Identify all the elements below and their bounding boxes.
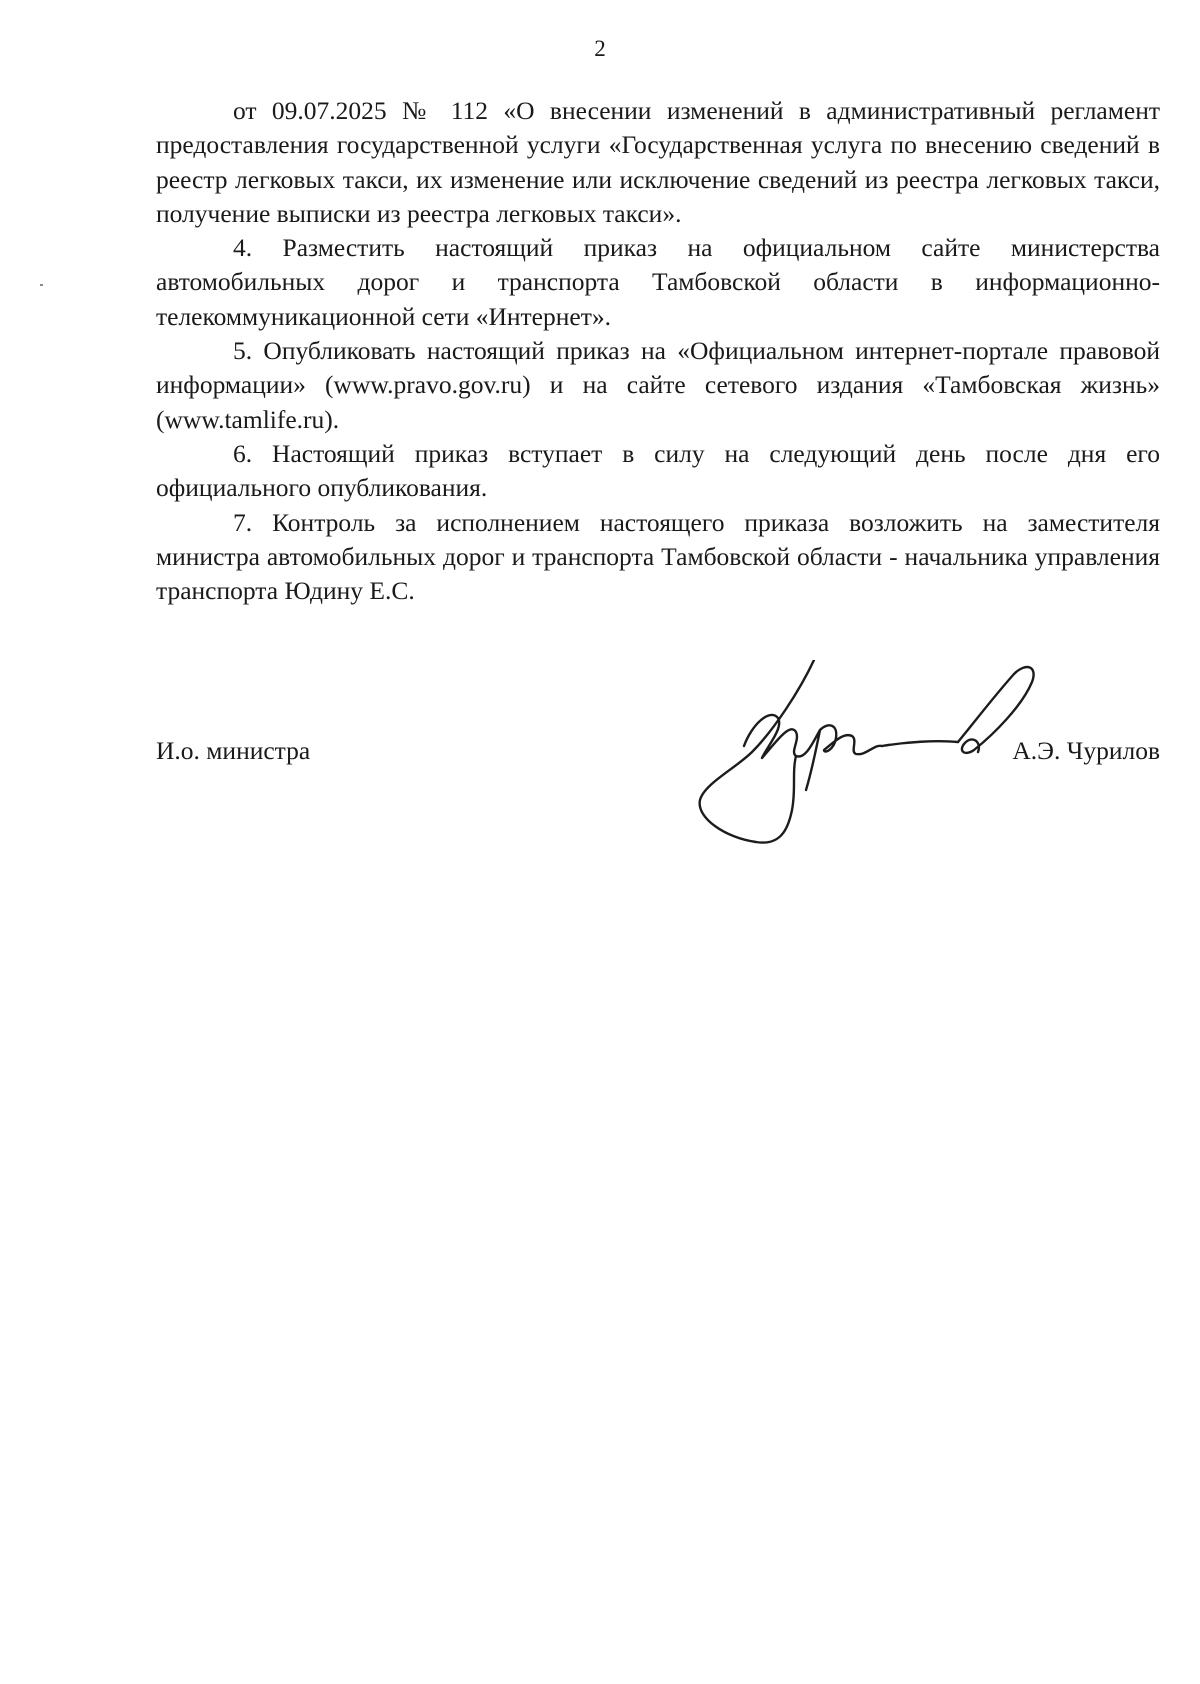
signatory-name: А.Э. Чурилов — [1012, 736, 1160, 765]
page-number: 2 — [594, 36, 606, 61]
document-body — [156, 94, 1160, 608]
paragraph-continuation: от 09.07.2025 № 112 «О внесении изменений в административный регламент предоставления государственной услуги «Государственная услуга по внесению сведений в реестр легковых такси, их изменение или исключение сведений из реестра легковых такси, получение выписки из реестра легковых такси». — [156, 96, 1160, 228]
paragraph-item-4: 4. Разместить настоящий приказ на официальном сайте министерства автомобильных дорог и транспорта Тамбовской области в информационно-телекоммуникационной сети «Интернет». — [156, 233, 1160, 331]
paragraph-item-6: 6. Настоящий приказ вступает в силу на следующий день после дня его официального опубликования. — [156, 438, 1160, 503]
signature-block — [156, 660, 1160, 850]
paragraph-item-7: 7. Контроль за исполнением настоящего приказа возложить на заместителя министра автомобильных дорог и транспорта Тамбовской области - начальника управления транспорта Юдину Е.С. — [156, 507, 1160, 606]
scan-speck — [40, 284, 43, 286]
handwritten-signature — [696, 660, 1056, 850]
signatory-position: И.о. министра — [156, 736, 311, 765]
paragraph-item-5: 5. Опубликовать настоящий приказ на «Официальном интернет-портале правовой информации» (www.pravo.gov.ru) и на сайте сетевого издания «Тамбовская жизнь» (www.tamlife.ru). — [156, 336, 1160, 434]
